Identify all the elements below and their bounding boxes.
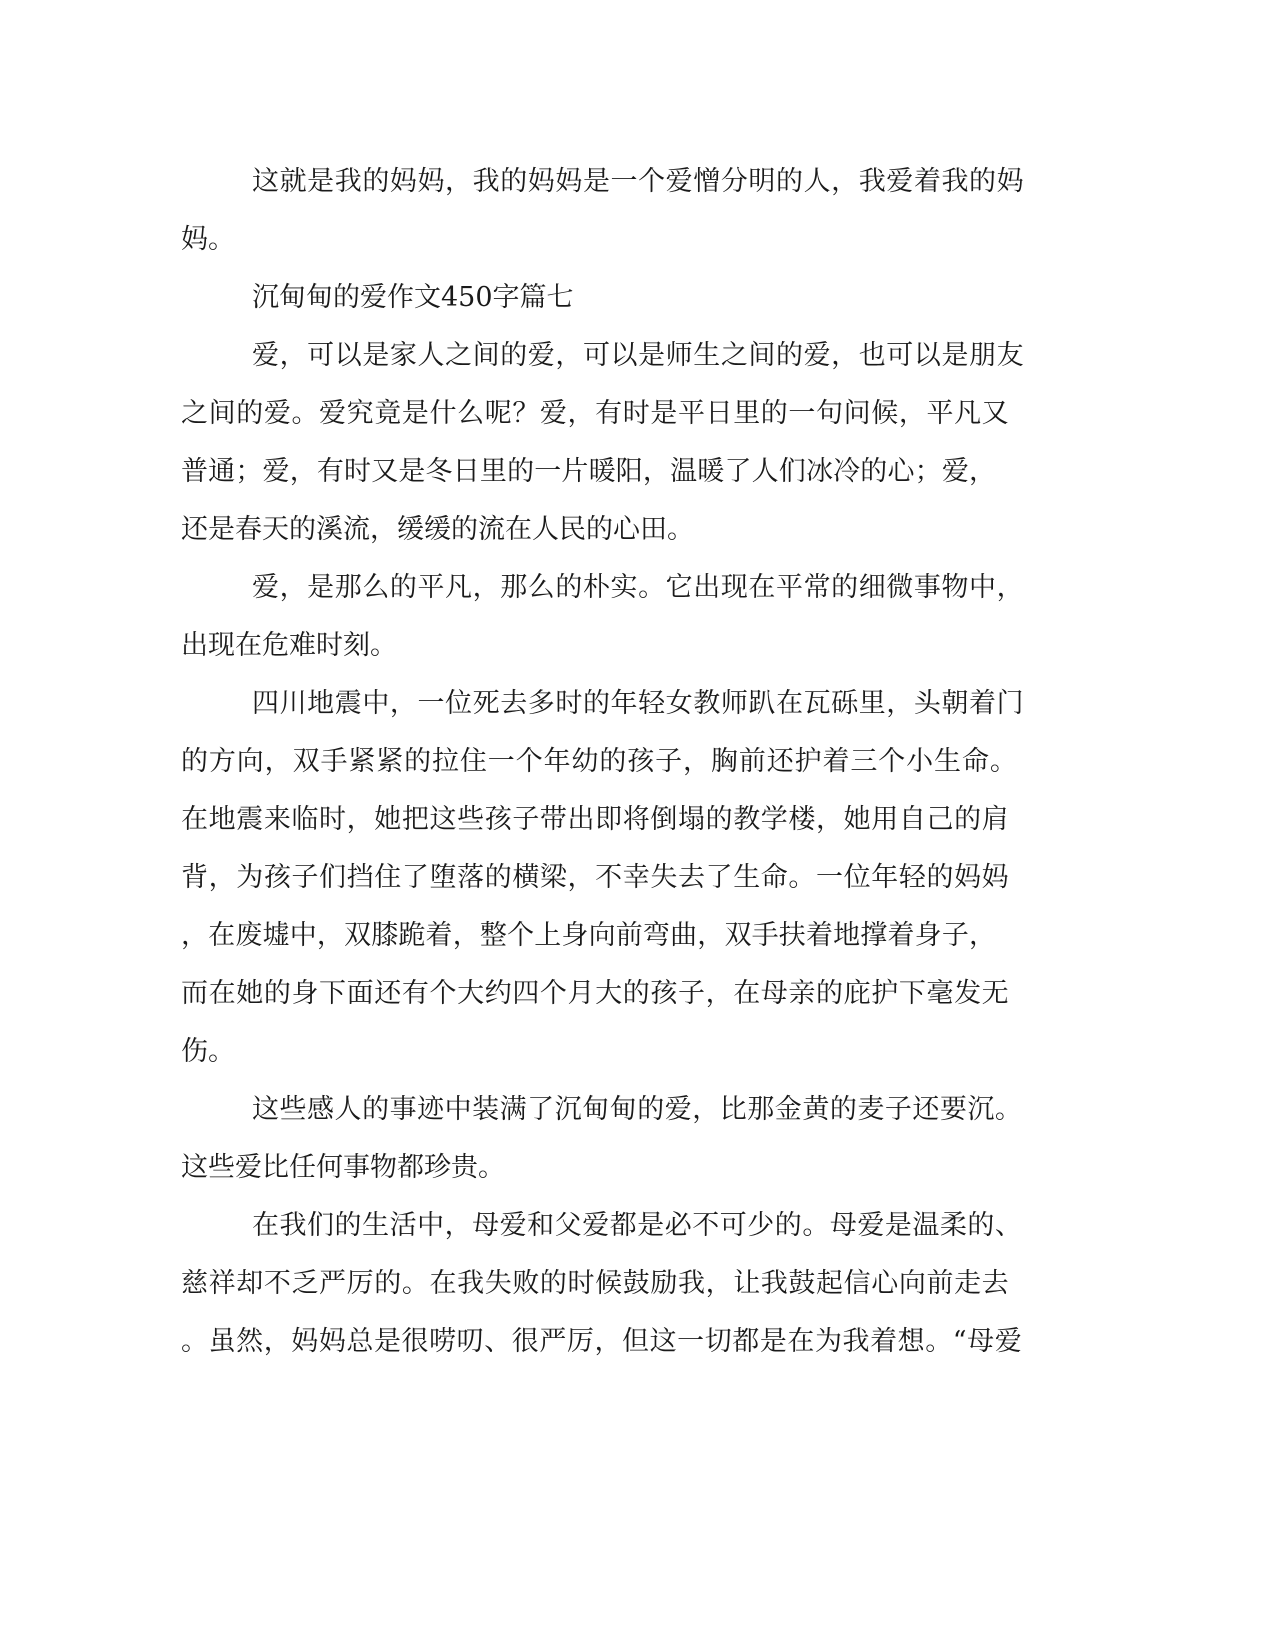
text-line: 普 通 ； 爱 ， 有 时 又 是 冬 日 里 的 一 片 暖 阳 ， 温 暖 了 人 们 冰 冷 的 心 ； 爱 ， — [181, 456, 996, 487]
text-line: 出现在危难时刻。 — [181, 630, 397, 661]
text-line: 在 地 震 来 临 时 ， 她 把 这 些 孩 子 带 出 即 将 倒 塌 的 教 学 楼 ， 她 用 自 己 的 肩 — [181, 804, 1009, 835]
text-line: 伤。 — [181, 1036, 235, 1067]
text-line: 背 ， 为 孩 子 们 挡 住 了 堕 落 的 横 梁 ， 不 幸 失 去 了 生 命 。 一 位 年 轻 的 妈 妈 — [181, 862, 1009, 893]
text-line: 之 间 的 爱 。 爱 究 竟 是 什 么 呢 ？ 爱 ， 有 时 是 平 日 里 的 一 句 问 候 ， 平 凡 又 — [181, 398, 1009, 429]
text-line: 爱 ， 是 那 么 的 平 凡 ， 那 么 的 朴 实 。 它 出 现 在 平 常 的 细 微 事 物 中 ， — [252, 572, 1024, 603]
text-line: 在 我 们 的 生 活 中 ， 母 爱 和 父 爱 都 是 必 不 可 少 的 。 母 爱 是 温 柔 的 、 — [252, 1210, 1022, 1241]
text-line: 这 就 是 我 的 妈 妈 ， 我 的 妈 妈 是 一 个 爱 憎 分 明 的 人 ， 我 爱 着 我 的 妈 — [252, 166, 1024, 197]
section-heading: 沉甸甸的爱作文450字篇七 — [252, 282, 574, 313]
text-line: 而 在 她 的 身 下 面 还 有 个 大 约 四 个 月 大 的 孩 子 ， 在 母 亲 的 庇 护 下 毫 发 无 — [181, 978, 1009, 1009]
text-line: 四 川 地 震 中 ， 一 位 死 去 多 时 的 年 轻 女 教 师 趴 在 瓦 砾 里 ， 头 朝 着 门 — [252, 688, 1024, 719]
text-line: 这 些 感 人 的 事 迹 中 装 满 了 沉 甸 甸 的 爱 ， 比 那 金 黄 的 麦 子 还 要 沉 。 — [252, 1094, 1022, 1125]
text-line: 妈。 — [181, 224, 235, 255]
text-line: ， 在 废 墟 中 ， 双 膝 跪 着 ， 整 个 上 身 向 前 弯 曲 ， 双 手 扶 着 地 撑 着 身 子 ， — [181, 920, 996, 951]
text-line: 还是春天的溪流，缓缓的流在人民的心田。 — [181, 514, 694, 545]
text-line: 慈 祥 却 不 乏 严 厉 的 。 在 我 失 败 的 时 候 鼓 励 我 ， 让 我 鼓 起 信 心 向 前 走 去 — [181, 1268, 1009, 1299]
text-line: 的 方 向 ， 双 手 紧 紧 的 拉 住 一 个 年 幼 的 孩 子 ， 胸 前 还 护 着 三 个 小 生 命 。 — [181, 746, 1017, 777]
text-line: 这些爱比任何事物都珍贵。 — [181, 1152, 505, 1183]
text-line: 。 虽 然 ， 妈 妈 总 是 很 唠 叨 、 很 严 厉 ， 但 这 一 切 都 是 在 为 我 着 想 。 “ 母 爱 — [181, 1326, 1022, 1357]
text-line: 爱 ， 可 以 是 家 人 之 间 的 爱 ， 可 以 是 师 生 之 间 的 爱 ， 也 可 以 是 朋 友 — [252, 340, 1024, 371]
